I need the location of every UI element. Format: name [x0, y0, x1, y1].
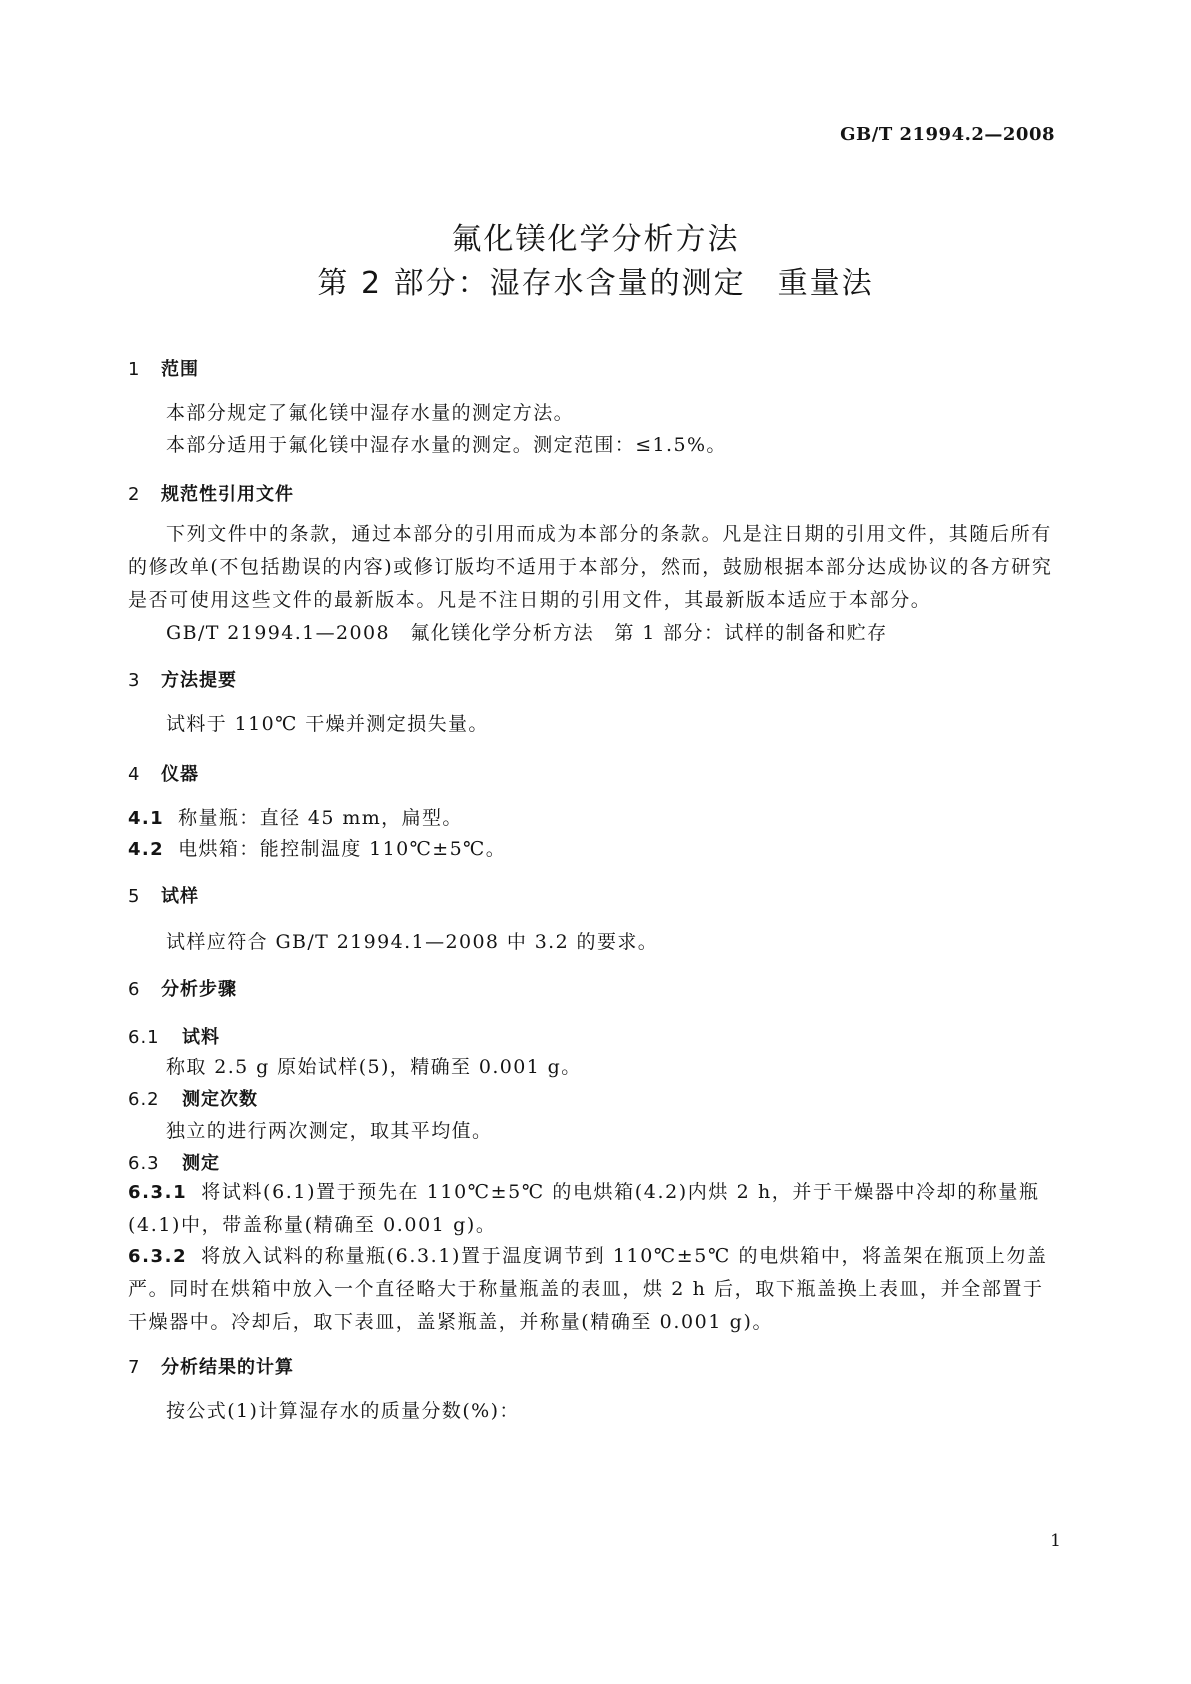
section-1-heading — [128, 355, 199, 381]
subsection-6-1-text: 称取 2.5 g 原始试样(5)，精确至 0.001 g。 — [166, 1056, 582, 1078]
standard-code: GB/T 21994.2—2008 — [840, 124, 1055, 145]
section-title: 范围 — [161, 359, 199, 380]
normative-reference: GB/T 21994.1—2008 氟化镁化学分析方法 第 1 部分：试样的制备和贮存 — [166, 622, 888, 644]
section-number: 6 — [128, 979, 141, 1000]
subsection-title: 测定次数 — [182, 1089, 258, 1110]
section-number: 2 — [128, 484, 141, 505]
section-3-heading — [128, 666, 237, 692]
section-2-heading — [128, 480, 294, 506]
section-title: 方法提要 — [161, 670, 237, 691]
clause-number: 6.3.2 — [128, 1246, 188, 1267]
subsection-number: 6.1 — [128, 1027, 160, 1048]
section-number: 1 — [128, 359, 141, 380]
clause-6-3-1 — [128, 1176, 1056, 1242]
item-text: 电烘箱：能控制温度 110℃±5℃。 — [178, 838, 507, 860]
section-2-paragraph: 下列文件中的条款，通过本部分的引用而成为本部分的条款。凡是注日期的引用文件，其随后所有的修改单(不包括勘误的内容)或修订版均不适用于本部分，然而，鼓励根据本部分达成协议的各方研究是否可使用这些文件的最新版本。凡是不注日期的引用文件，其最新版本适应于本部分。 — [128, 523, 1053, 611]
clause-6-3-2 — [128, 1240, 1056, 1339]
clause-number: 6.3.1 — [128, 1182, 188, 1203]
subsection-6-3-heading — [128, 1149, 220, 1175]
section-number: 5 — [128, 886, 141, 907]
section-6-heading — [128, 975, 237, 1001]
section-5-paragraph: 试样应符合 GB/T 21994.1—2008 中 3.2 的要求。 — [166, 931, 659, 953]
item-number: 4.1 — [128, 808, 165, 829]
subsection-6-2-heading — [128, 1085, 258, 1111]
instrument-item-1 — [128, 803, 463, 830]
page-number: 1 — [1050, 1531, 1061, 1551]
item-number: 4.2 — [128, 839, 165, 860]
item-text: 称量瓶：直径 45 mm，扁型。 — [178, 807, 463, 829]
subsection-6-1-heading — [128, 1023, 220, 1049]
section-7-paragraph: 按公式(1)计算湿存水的质量分数(%)： — [166, 1400, 520, 1422]
section-title: 分析结果的计算 — [161, 1357, 294, 1378]
clause-text: 将放入试料的称量瓶(6.3.1)置于温度调节到 110℃±5℃ 的电烘箱中，将盖架在瓶顶上勿盖严。同时在烘箱中放入一个直径略大于称量瓶盖的表皿，烘 2 h 后，取下瓶盖换上表皿，并全部置于干燥器中。冷却后，取下表皿，盖紧瓶盖，并称量(精确至 0.001 g)。 — [128, 1245, 1048, 1333]
section-title: 仪器 — [161, 764, 199, 785]
subsection-title: 试料 — [182, 1027, 220, 1048]
section-1-paragraph-1: 本部分规定了氟化镁中湿存水量的测定方法。 — [166, 402, 575, 424]
section-number: 7 — [128, 1357, 141, 1378]
section-number: 3 — [128, 670, 141, 691]
section-3-paragraph: 试料于 110℃ 干燥并测定损失量。 — [166, 713, 489, 735]
section-1-paragraph-2: 本部分适用于氟化镁中湿存水量的测定。测定范围：≤1.5%。 — [166, 434, 727, 456]
section-7-heading — [128, 1353, 294, 1379]
subsection-title: 测定 — [182, 1153, 220, 1174]
subsection-number: 6.3 — [128, 1153, 160, 1174]
section-title: 分析步骤 — [161, 979, 237, 1000]
document-subtitle: 第 2 部分：湿存水含量的测定 重量法 — [317, 266, 874, 301]
clause-text: 将试料(6.1)置于预先在 110℃±5℃ 的电烘箱(4.2)内烘 2 h，并于干燥器中冷却的称量瓶(4.1)中，带盖称量(精确至 0.001 g)。 — [128, 1181, 1040, 1236]
subsection-6-2-text: 独立的进行两次测定，取其平均值。 — [166, 1120, 493, 1142]
subsection-number: 6.2 — [128, 1089, 160, 1110]
section-number: 4 — [128, 764, 141, 785]
section-title: 试样 — [161, 886, 199, 907]
instrument-item-2 — [128, 834, 506, 861]
section-4-heading — [128, 760, 199, 786]
section-title: 规范性引用文件 — [161, 484, 294, 505]
document-title: 氟化镁化学分析方法 — [451, 222, 740, 257]
section-5-heading — [128, 882, 199, 908]
